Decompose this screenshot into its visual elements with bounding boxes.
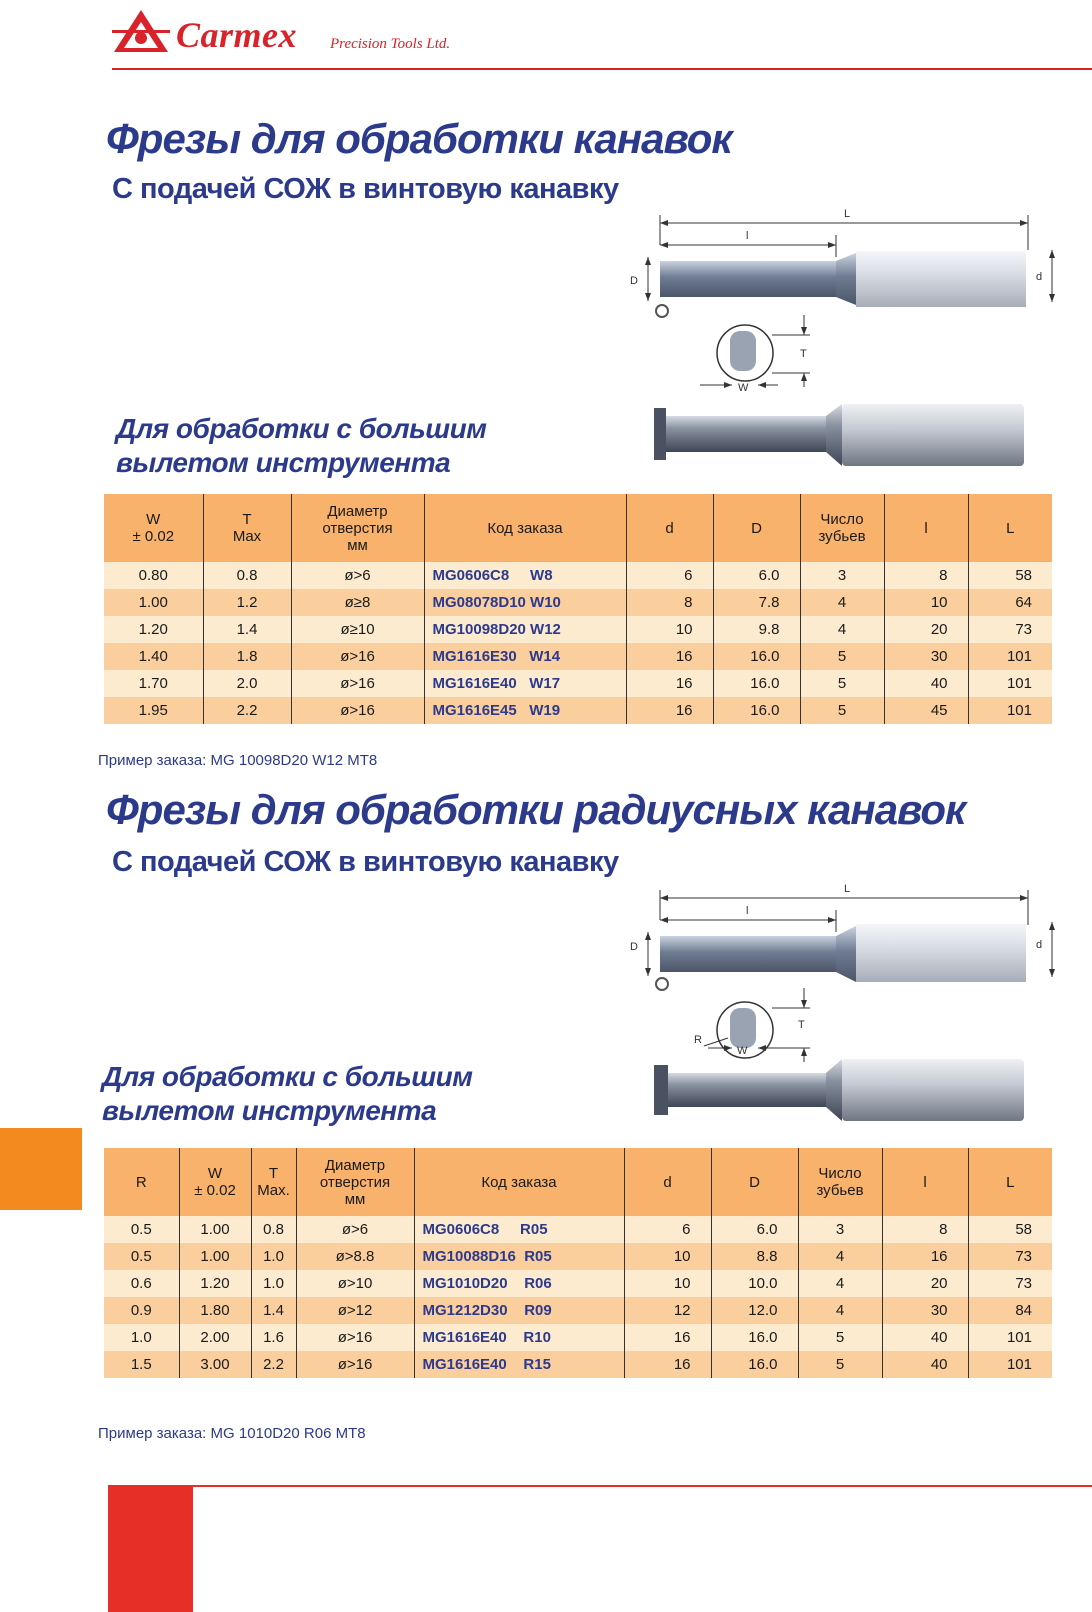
order-example-label: Пример заказа: bbox=[98, 752, 207, 769]
table-row: 1.70 2.0 ø>16 MG1616E40 W17 16 16.0 5 40 101 bbox=[104, 670, 1052, 697]
table-header-row bbox=[104, 494, 1052, 562]
table-header-row bbox=[104, 1148, 1052, 1216]
col-D: D bbox=[711, 1148, 798, 1216]
section2-subtitle: С подачей СОЖ в винтовую канавку bbox=[112, 846, 619, 878]
svg-text:D: D bbox=[630, 941, 638, 953]
section1-order-example bbox=[98, 752, 377, 769]
col-t: T Max. bbox=[251, 1148, 296, 1216]
side-tab-marker bbox=[0, 1128, 82, 1210]
section2-title: Фрезы для обработки радиусных канавок bbox=[106, 786, 966, 833]
table-row: 0.9 1.80 1.4 ø>12 MG1212D30 R09 12 12.0 4 30 84 bbox=[104, 1297, 1052, 1324]
col-l: l bbox=[884, 494, 968, 562]
col-t: T Max bbox=[203, 494, 291, 562]
section2-tool-photo bbox=[652, 1055, 1032, 1125]
col-hole: Диаметр отверстия мм bbox=[296, 1148, 414, 1216]
svg-text:W: W bbox=[738, 382, 749, 394]
section2-dimension-diagram bbox=[620, 880, 1070, 1080]
table-row: 0.5 1.00 1.0 ø>8.8 MG10088D16 R05 10 8.8 4 16 73 bbox=[104, 1243, 1052, 1270]
col-teeth: Число зубьев bbox=[800, 494, 884, 562]
order-example-value: MG 10098D20 W12 MT8 bbox=[210, 752, 378, 769]
svg-text:R: R bbox=[694, 1034, 702, 1046]
table-row: 1.5 3.00 2.2 ø>16 MG1616E40 R15 16 16.0 5 40 101 bbox=[104, 1351, 1052, 1378]
col-L: L bbox=[968, 494, 1052, 562]
svg-text:l: l bbox=[746, 905, 749, 917]
svg-text:D: D bbox=[630, 275, 638, 287]
order-example-value: MG 1010D20 R06 MT8 bbox=[210, 1425, 366, 1442]
order-example-label: Пример заказа: bbox=[98, 1425, 207, 1442]
section2-note bbox=[102, 1060, 472, 1128]
table-row: 1.95 2.2 ø>16 MG1616E45 W19 16 16.0 5 45 101 bbox=[104, 697, 1052, 724]
col-l: l bbox=[882, 1148, 968, 1216]
col-w: W ± 0.02 bbox=[104, 494, 203, 562]
section2-note-line2: вылетом инструмента bbox=[102, 1095, 437, 1126]
table-row: 1.40 1.8 ø>16 MG1616E30 W14 16 16.0 5 30 101 bbox=[104, 643, 1052, 670]
svg-text:d: d bbox=[1036, 271, 1043, 283]
svg-text:L: L bbox=[844, 883, 851, 895]
col-w: W ± 0.02 bbox=[179, 1148, 251, 1216]
col-code: Код заказа bbox=[424, 494, 626, 562]
table-row: 0.6 1.20 1.0 ø>10 MG1010D20 R06 10 10.0 4 20 73 bbox=[104, 1270, 1052, 1297]
col-r: R bbox=[104, 1148, 179, 1216]
section2-spec-table bbox=[104, 1148, 1052, 1378]
svg-text:T: T bbox=[800, 348, 807, 360]
col-D: D bbox=[713, 494, 800, 562]
header-divider bbox=[112, 68, 1092, 70]
table-row: 0.5 1.00 0.8 ø>6 MG0606C8 R05 6 6.0 3 8 58 bbox=[104, 1216, 1052, 1243]
footer-divider bbox=[193, 1485, 1092, 1487]
col-L: L bbox=[968, 1148, 1052, 1216]
section1-dimension-diagram bbox=[620, 205, 1070, 400]
table-row: 1.0 2.00 1.6 ø>16 MG1616E40 R10 16 16.0 5 40 101 bbox=[104, 1324, 1052, 1351]
table-row: 0.80 0.8 ø>6 MG0606C8 W8 6 6.0 3 8 58 bbox=[104, 562, 1052, 589]
brand-subtitle: Precision Tools Ltd. bbox=[330, 36, 451, 52]
section2-note-line1: Для обработки с большим bbox=[102, 1061, 473, 1092]
footer-red-block bbox=[108, 1485, 193, 1612]
table-row: 1.20 1.4 ø≥10 MG10098D20 W12 10 9.8 4 20 73 bbox=[104, 616, 1052, 643]
label-L: L bbox=[844, 208, 851, 220]
col-hole: Диаметр отверстия мм bbox=[291, 494, 424, 562]
col-d: d bbox=[626, 494, 713, 562]
svg-text:d: d bbox=[1036, 939, 1043, 951]
table-row: 1.00 1.2 ø≥8 MG08078D10 W10 8 7.8 4 10 64 bbox=[104, 589, 1052, 616]
section1-note-line1: Для обработки с большим bbox=[116, 413, 487, 444]
section1-note bbox=[116, 412, 486, 480]
section1-title: Фрезы для обработки канавок bbox=[106, 115, 732, 162]
carmex-logo-icon bbox=[110, 8, 172, 56]
svg-text:T: T bbox=[798, 1019, 805, 1031]
col-code: Код заказа bbox=[414, 1148, 624, 1216]
section1-spec-table bbox=[104, 494, 1052, 724]
section1-note-line2: вылетом инструмента bbox=[116, 447, 451, 478]
brand-name: Carmex bbox=[176, 15, 298, 55]
svg-text:W: W bbox=[737, 1045, 748, 1057]
col-d: d bbox=[624, 1148, 711, 1216]
svg-text:l: l bbox=[746, 230, 749, 242]
section1-tool-photo bbox=[652, 400, 1032, 470]
section1-subtitle: С подачей СОЖ в винтовую канавку bbox=[112, 173, 619, 205]
section2-order-example bbox=[98, 1425, 366, 1442]
col-teeth: Число зубьев bbox=[798, 1148, 882, 1216]
